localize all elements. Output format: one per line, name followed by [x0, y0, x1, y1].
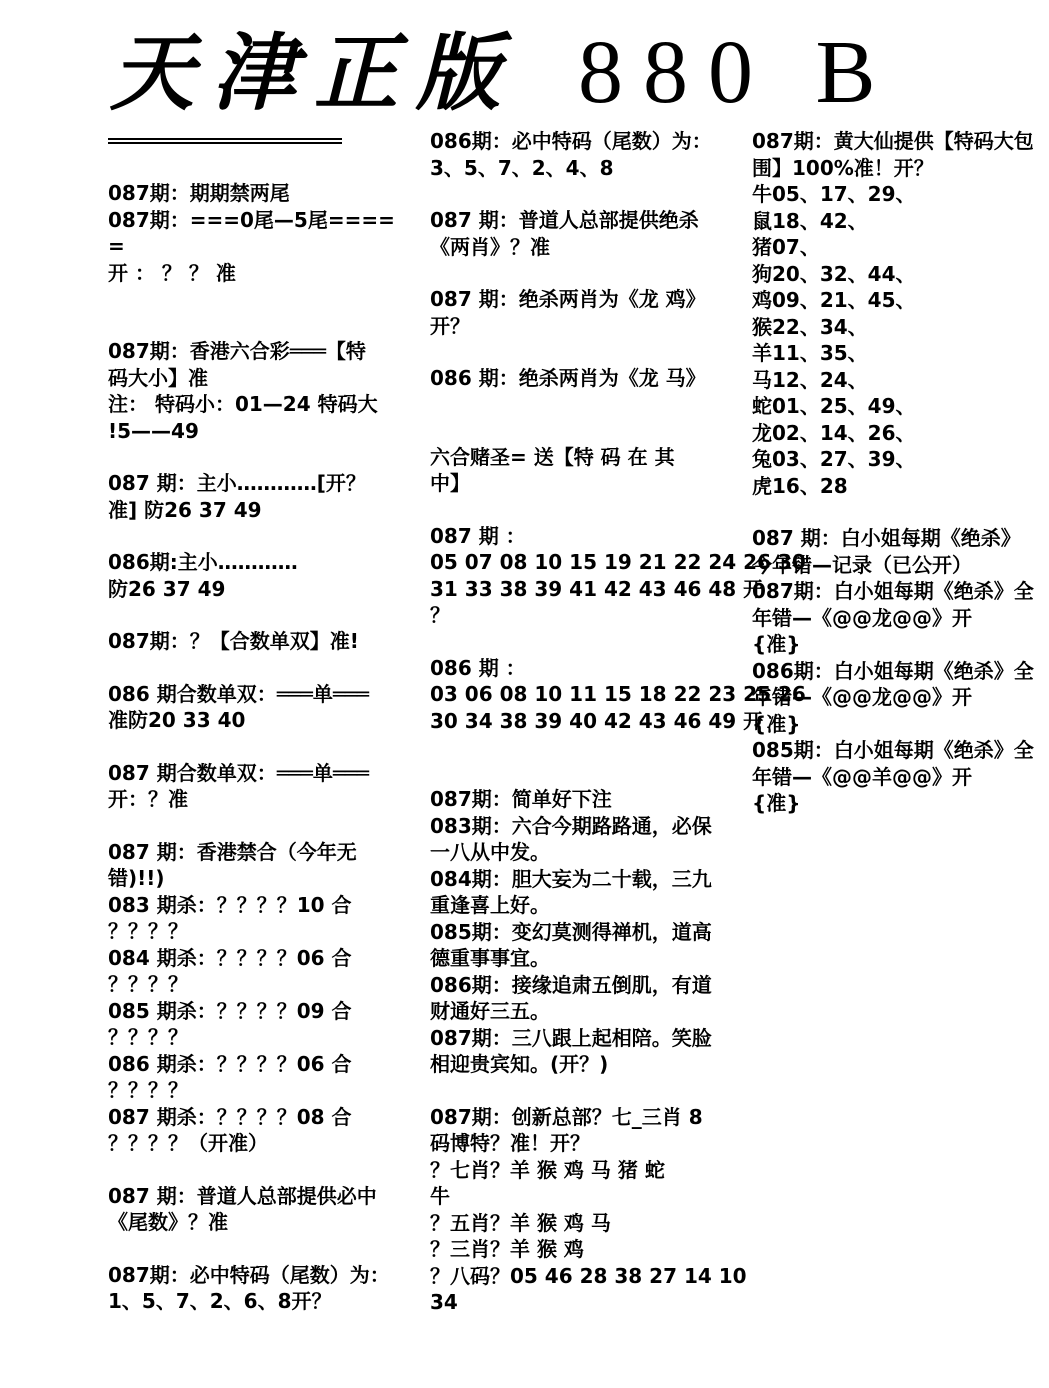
text-line: 087 期：绝杀两肖为《龙 鸡》	[430, 287, 706, 311]
spacer	[108, 523, 390, 549]
spacer	[430, 1078, 710, 1104]
text-line: 086期：必中特码（尾数）为：	[430, 129, 712, 153]
text-line: ？	[430, 603, 450, 627]
text-line: 087 期：香港禁合（今年无	[108, 839, 357, 864]
text-line: 087 期：普道人总部提供必中	[108, 1183, 377, 1208]
text-line: 鼠18、42、	[752, 208, 868, 233]
spacer	[108, 444, 390, 470]
text-line: 准] 防26 37 49	[108, 497, 262, 522]
spacer	[430, 734, 710, 760]
text-line: 087期：？【合数单双】准!	[108, 629, 359, 653]
title-chinese: 天津正版	[110, 23, 519, 122]
text-line: ？？？？	[108, 1025, 188, 1049]
spacer	[108, 1157, 390, 1183]
text-line: 05 07 08 10 15 19 21 22 24 26 30	[430, 550, 806, 574]
text-line: 龙02、14、26、	[752, 420, 916, 445]
text-line: 《两肖》？准	[430, 234, 550, 259]
text-line: 开：？准	[108, 787, 188, 811]
text-line: 六合赌圣= 送【特 码 在 其	[430, 444, 675, 469]
spacer	[108, 734, 390, 760]
text-line: 085期：变幻莫测得禅机，道高	[430, 919, 712, 944]
spacer	[752, 499, 1034, 525]
spacer	[108, 1236, 390, 1262]
text-line: 30 34 38 39 40 42 43 46 49 开	[430, 708, 764, 733]
text-line: 猪07、	[752, 235, 820, 259]
text-line: 牛	[430, 1184, 450, 1208]
spacer	[108, 655, 390, 681]
text-line: 084期：胆大妄为二十载，三九	[430, 866, 712, 891]
text-line: 087 期：白小姐每期《绝杀》	[752, 526, 1021, 550]
text-line: 《尾数》？准	[108, 1210, 228, 1234]
text-line: 087 期 ：	[430, 523, 526, 548]
text-line: 083 期杀：？？？？10 合	[108, 892, 352, 917]
text-line: 086 期 ：	[430, 655, 526, 680]
text-line: 087 期杀：？？？？08 合	[108, 1104, 352, 1129]
text-line: 年错—《@@龙@@》开	[752, 685, 972, 709]
text-line: 狗20、32、44、	[752, 261, 916, 286]
spacer	[430, 260, 710, 286]
text-line: 1、5、7、2、6、8开？	[108, 1289, 332, 1313]
spacer	[108, 813, 390, 839]
text-line: 086 期：绝杀两肖为《龙 马》	[430, 366, 706, 390]
text-line: 围】100%准！开？	[752, 155, 934, 180]
text-line: 相迎贵宾知。(开？)	[430, 1052, 609, 1076]
spacer	[108, 602, 390, 628]
text-line: ？七肖？羊 猴 鸡 马 猪 蛇	[430, 1157, 665, 1182]
text-line: 34	[430, 1290, 458, 1314]
text-line: 087期：必中特码（尾数）为：	[108, 1262, 390, 1287]
text-line: ？五肖？羊 猴 鸡 马	[430, 1210, 611, 1235]
text-line: 086期:主小…………	[108, 550, 298, 574]
text-line: 085期：白小姐每期《绝杀》全	[752, 738, 1034, 762]
text-line: 开 ： ？ ？ 准	[108, 260, 236, 285]
spacer	[430, 418, 710, 444]
text-line: 今年错—记录（已公开）	[752, 552, 972, 577]
text-line: 086 期杀：？？？？06 合	[108, 1051, 352, 1076]
text-line: 087期：===0尾—5尾====	[108, 207, 395, 232]
text-line: 083期：六合今期路路通，必保	[430, 813, 712, 838]
text-line: 31 33 38 39 41 42 43 46 48 开	[430, 576, 764, 601]
text-line: 3、5、7、2、4、8	[430, 155, 614, 180]
text-line: 羊11、35、	[752, 341, 868, 365]
text-line: 087 期合数单双：═══单═══	[108, 760, 369, 785]
spacer	[430, 629, 710, 655]
text-line: 年错—《@@龙@@》开	[752, 605, 972, 630]
text-line: 087期：简单好下注	[430, 787, 612, 811]
column-left	[108, 180, 395, 1315]
text-line: 兔03、27、39、	[752, 447, 916, 471]
spacer	[430, 181, 710, 207]
text-line: 03 06 08 10 11 15 18 22 23 25 26	[430, 682, 806, 706]
text-line: ？三肖？羊 猴 鸡	[430, 1237, 584, 1261]
spacer	[108, 286, 390, 312]
text-line: 084 期杀：？？？？06 合	[108, 945, 352, 970]
column-right	[752, 128, 1034, 817]
text-line: 086期：白小姐每期《绝杀》全	[752, 658, 1034, 683]
text-line: 开？	[430, 313, 470, 338]
text-line: 086期：接缘追肃五倒肌，有道	[430, 972, 712, 997]
text-line: 085 期杀：？？？？09 合	[108, 998, 352, 1023]
text-line: 防26 37 49	[108, 576, 226, 601]
text-line: ？？？？	[108, 972, 188, 996]
text-line: !5——49	[108, 418, 199, 443]
text-line: ？？？？	[108, 1078, 188, 1102]
text-line: 牛05、17、29、	[752, 182, 916, 206]
text-line: 码大小】准	[108, 365, 208, 390]
text-line: {准}	[752, 711, 801, 736]
text-line: 087期：黄大仙提供【特码大包	[752, 129, 1034, 153]
text-line: 一八从中发。	[430, 840, 550, 864]
text-line: 马12、24、	[752, 367, 868, 392]
text-line: 087 期：主小…………[开？	[108, 471, 366, 495]
text-line: 重逢喜上好。	[430, 893, 550, 917]
text-line: 错)!!)	[108, 866, 165, 890]
spacer	[430, 392, 710, 418]
text-line: 鸡09、21、45、	[752, 288, 916, 312]
text-line: 蛇01、25、49、	[752, 394, 916, 418]
spacer	[430, 339, 710, 365]
text-line: 虎16、28	[752, 473, 848, 498]
text-line: 087期：期期禁两尾	[108, 181, 290, 205]
text-line: {准}	[752, 632, 801, 656]
text-line: 注： 特码小：01—24 特码大	[108, 392, 378, 416]
text-line: 年错—《@@羊@@》开	[752, 764, 972, 789]
spacer	[430, 760, 710, 786]
text-line: ？？？？（开准）	[108, 1131, 268, 1155]
text-line: 087期：白小姐每期《绝杀》全	[752, 579, 1034, 603]
text-line: ？八码？05 46 28 38 27 14 10	[430, 1263, 747, 1288]
text-line: 087 期：普道人总部提供绝杀	[430, 208, 699, 232]
text-line: 准防20 33 40	[108, 708, 246, 732]
double-rule-divider	[108, 138, 342, 144]
text-line: 财通好三五。	[430, 999, 550, 1023]
text-line: {准}	[752, 791, 801, 815]
text-line: 码博特？准！开？	[430, 1131, 590, 1155]
text-line: 德重事事宜。	[430, 946, 550, 970]
text-line: =	[108, 234, 125, 258]
spacer	[430, 497, 710, 523]
text-line: 086 期合数单双：═══单═══	[108, 681, 369, 706]
title-code: 880 B	[578, 23, 896, 122]
text-line: 087期：三八跟上起相陪。笑脸	[430, 1025, 712, 1050]
spacer	[108, 312, 390, 338]
text-line: ？？？？	[108, 919, 188, 943]
text-line: 087期：香港六合彩═══【特	[108, 339, 366, 363]
page-title	[110, 18, 1010, 128]
text-line: 猴22、34、	[752, 314, 868, 339]
text-line: 087期：创新总部？七_三肖 8	[430, 1104, 703, 1129]
text-line: 中】	[430, 471, 470, 495]
